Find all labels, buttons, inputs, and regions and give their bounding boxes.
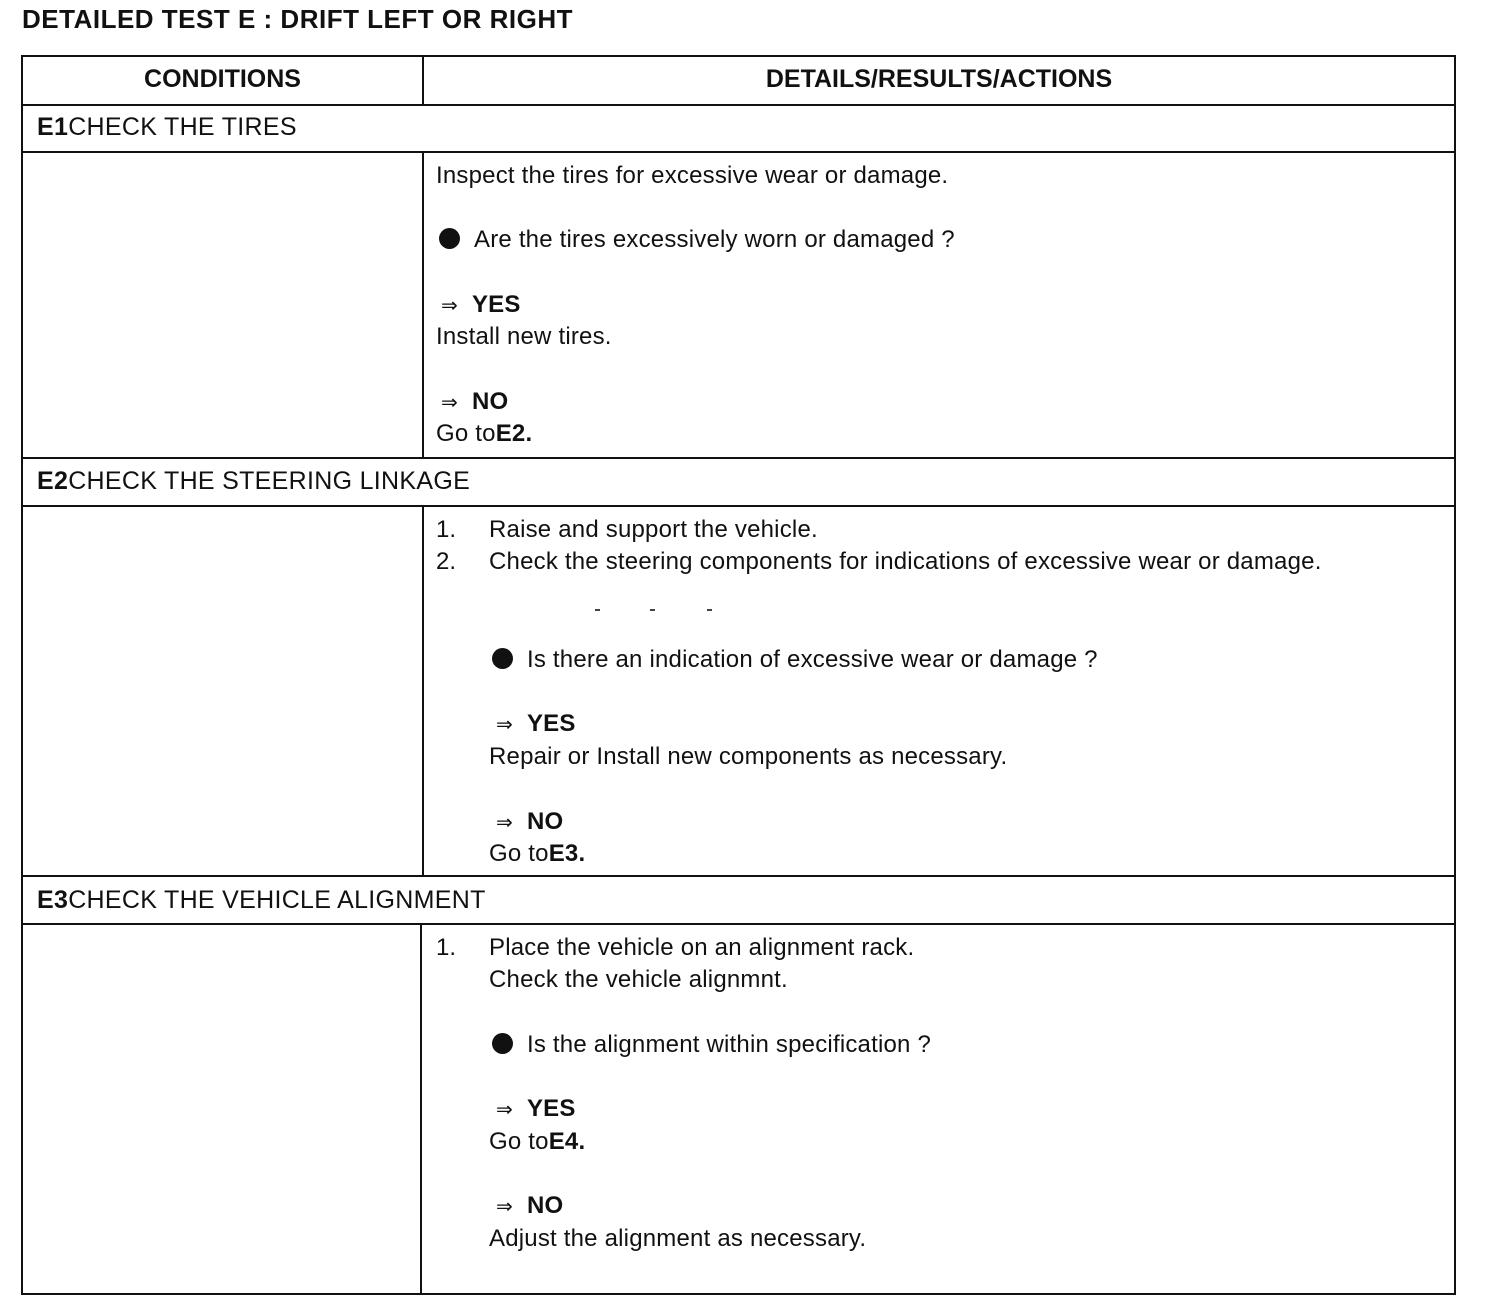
e3-step1b: Check the vehicle alignmnt. xyxy=(489,966,788,993)
e1-section-title xyxy=(37,113,297,142)
conditions-header: CONDITIONS xyxy=(144,65,301,93)
e1-no: ⇒ NO xyxy=(441,388,509,415)
e3-yes-ref: E4. xyxy=(548,1128,586,1155)
right-arrow-icon: ⇒ xyxy=(441,293,458,317)
e3-code: E3 xyxy=(37,886,69,914)
e1-code: E1 xyxy=(37,113,69,141)
e2-title: CHECK THE STEERING LINKAGE xyxy=(68,467,471,495)
e2-no: ⇒ NO xyxy=(496,808,564,835)
e3-yes-action: Go toE4. xyxy=(489,1128,586,1155)
page-title: DETAILED TEST E : DRIFT LEFT OR RIGHT xyxy=(22,4,573,34)
right-arrow-icon: ⇒ xyxy=(496,810,513,834)
bullet-icon xyxy=(492,648,513,669)
e1-instruction: Inspect the tires for excessive wear or damage. xyxy=(436,162,949,189)
e2-yes: ⇒ YES xyxy=(496,710,576,737)
header-divider xyxy=(23,104,1454,106)
bullet-icon xyxy=(439,228,460,249)
e3-section-title xyxy=(37,886,486,915)
e3-top-divider xyxy=(23,875,1454,877)
e2-step1-number: 1. xyxy=(436,516,457,543)
e3-step1: Place the vehicle on an alignment rack. xyxy=(489,934,915,961)
e2-yes-action: Repair or Install new components as necessary. xyxy=(489,743,1008,770)
e3-question: Is the alignment within specification ? xyxy=(492,1031,931,1059)
right-arrow-icon: ⇒ xyxy=(496,1194,513,1218)
right-arrow-icon: ⇒ xyxy=(496,1097,513,1121)
e3-step1-number: 1. xyxy=(436,934,457,961)
e2-no-ref: E3. xyxy=(548,840,586,867)
e3-yes: ⇒ YES xyxy=(496,1095,576,1122)
e2-step2: Check the steering components for indications of excessive wear or damage. xyxy=(489,548,1322,575)
e3-no-action: Adjust the alignment as necessary. xyxy=(489,1225,867,1252)
e2-step2-number: 2. xyxy=(436,548,457,575)
e1-question: Are the tires excessively worn or damaged ? xyxy=(439,226,955,254)
e2-title-divider xyxy=(23,505,1454,507)
e3-no: ⇒ NO xyxy=(496,1192,564,1219)
e2-question: Is there an indication of excessive wear or damage ? xyxy=(492,646,1098,674)
e2-step1: Raise and support the vehicle. xyxy=(489,516,818,543)
details-header: DETAILS/RESULTS/ACTIONS xyxy=(765,65,1113,93)
e2-no-action: Go toE3. xyxy=(489,840,586,867)
e1-title-divider xyxy=(23,151,1454,153)
e1-yes-action: Install new tires. xyxy=(436,323,612,350)
e2-section-title xyxy=(37,467,470,496)
diagnostic-table xyxy=(21,55,1456,1295)
e1-yes: ⇒ YES xyxy=(441,291,521,318)
e3-title: CHECK THE VEHICLE ALIGNMENT xyxy=(68,886,486,914)
scan-artifact-dots xyxy=(595,609,725,611)
e2-code: E2 xyxy=(37,467,69,495)
right-arrow-icon: ⇒ xyxy=(441,390,458,414)
e1-title: CHECK THE TIRES xyxy=(68,113,297,141)
e1-column-divider xyxy=(422,151,424,457)
e3-title-divider xyxy=(23,923,1454,925)
e3-column-divider xyxy=(420,923,422,1293)
e1-no-action: Go toE2. xyxy=(436,420,533,447)
right-arrow-icon: ⇒ xyxy=(496,712,513,736)
e2-column-divider xyxy=(422,505,424,875)
e2-top-divider xyxy=(23,457,1454,459)
e1-no-ref: E2. xyxy=(495,420,533,447)
bullet-icon xyxy=(492,1033,513,1054)
